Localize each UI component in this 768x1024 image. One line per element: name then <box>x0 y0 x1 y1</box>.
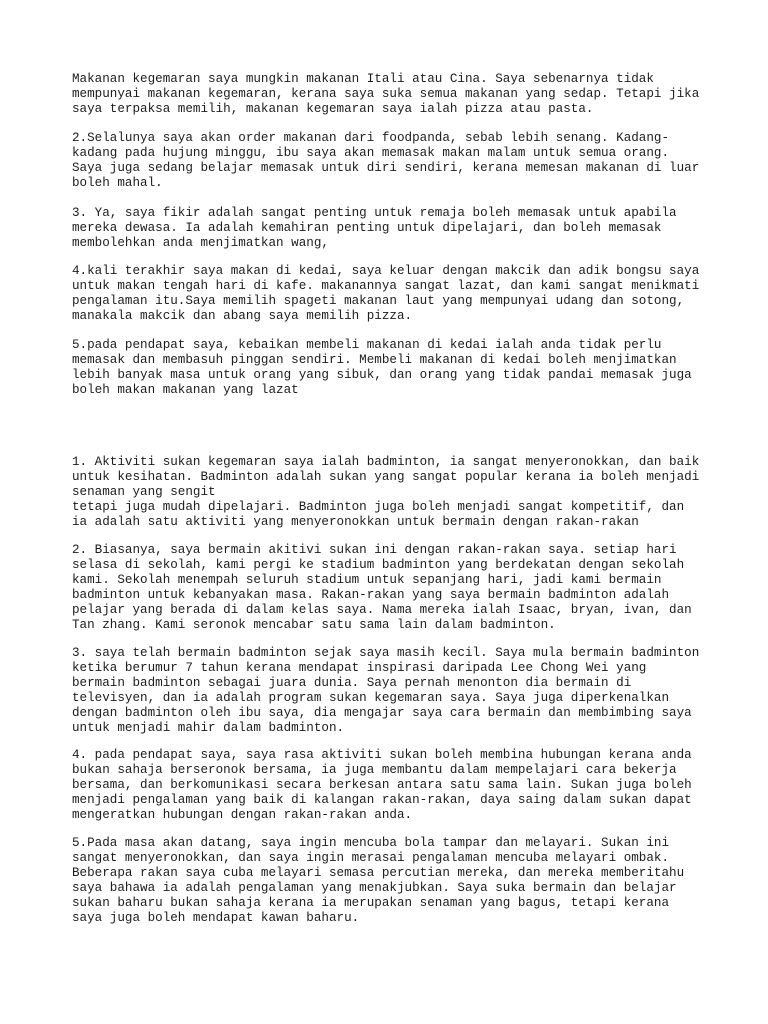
text-line: 4. pada pendapat saya, saya rasa aktiviti sukan boleh membina hubungan kerana anda <box>72 748 692 762</box>
text-line: lebih banyak masa untuk orang yang sibuk, dan orang yang tidak pandai memasak juga <box>72 367 692 382</box>
text-line: pengalaman itu.Saya memilih spageti makanan laut yang mempunyai udang dan sotong, <box>72 293 685 308</box>
text-line: saya terpaksa memilih, makanan kegemaran saya ialah pizza atau pasta. <box>72 101 594 116</box>
text-line: mengeratkan hubungan dengan rakan-rakan anda. <box>72 807 413 822</box>
text-line: untuk kesihatan. Badminton adalah sukan yang sangat popular kerana ia boleh menjadi <box>72 469 700 484</box>
text-line: bermain badminton sebagai juara dunia. Saya pernah menonton dia bermain di <box>72 675 632 690</box>
text-line: sukan baharu bukan sahaja kerana ia merupakan senaman yang bagus, tetapi kerana <box>72 895 670 910</box>
text-line: 5.pada pendapat saya, kebaikan membeli makanan di kedai ialah anda tidak perlu <box>72 338 662 352</box>
paragraph-sport-2 <box>72 543 712 632</box>
text-line: Saya juga sedang belajar memasak untuk diri sendiri, kerana memesan makanan di luar <box>72 160 700 175</box>
paragraph-food-1 <box>72 72 712 117</box>
text-line: memasak dan membasuh pinggan sendiri. Membeli makanan di kedai boleh menjimatkan <box>72 352 677 367</box>
text-line: 5.Pada masa akan datang, saya ingin mencuba bola tampar dan melayari. Sukan ini <box>72 836 670 850</box>
text-line: saya bahawa ia adalah pengalaman yang menakjubkan. Saya suka bermain dan belajar <box>72 880 677 895</box>
text-line: pelajar yang berada di dalam kelas saya. Nama mereka ialah Isaac, bryan, ivan, dan <box>72 602 692 617</box>
paragraph-sport-1 <box>72 455 712 530</box>
paragraph-food-4 <box>72 264 712 324</box>
text-line: 2.Selalunya saya akan order makanan dari foodpanda, sebab lebih senang. Kadang- <box>72 131 670 145</box>
text-line: mereka dewasa. Ia adalah kemahiran penting untuk dipelajari, dan boleh memasak <box>72 220 662 235</box>
text-line: 2. Biasanya, saya bermain akitivi sukan ini dengan rakan-rakan saya. setiap hari <box>72 543 677 557</box>
text-line: dengan badminton oleh ibu saya, dia mengajar saya cara bermain dan membimbing saya <box>72 705 692 720</box>
text-line: menjadi pengalaman yang baik di kalangan rakan-rakan, daya saing dalam sukan dapat <box>72 792 692 807</box>
paragraph-food-2 <box>72 131 712 191</box>
text-line: sangat menyeronokkan, dan saya ingin merasai pengalaman mencuba melayari ombak. <box>72 850 670 865</box>
text-line: televisyen, dan ia adalah program sukan kegemaran saya. Saya juga diperkenalkan <box>72 690 670 705</box>
text-line: 1. Aktiviti sukan kegemaran saya ialah badminton, ia sangat menyeronokkan, dan baik <box>72 455 700 469</box>
text-line: 3. saya telah bermain badminton sejak saya masih kecil. Saya mula bermain badminton <box>72 646 700 660</box>
paragraph-food-3 <box>72 206 712 251</box>
paragraph-sport-3 <box>72 646 712 735</box>
text-line: manakala makcik dan abang saya memilih pizza. <box>72 308 413 323</box>
text-line: bersama, dan berkomunikasi secara berkesan antara satu sama lain. Sukan juga boleh <box>72 777 692 792</box>
text-line: Makanan kegemaran saya mungkin makanan Itali atau Cina. Saya sebenarnya tidak <box>72 72 654 86</box>
text-line: kadang pada hujung minggu, ibu saya akan memasak makan malam untuk semua orang. <box>72 145 670 160</box>
text-line: kami. Sekolah menempah seluruh stadium untuk sepanjang hari, jadi kami bermain <box>72 572 662 587</box>
text-line: Beberapa rakan saya cuba melayari semasa percutian mereka, dan mereka memberitahu <box>72 865 685 880</box>
text-line: boleh makan makanan yang lazat <box>72 382 299 397</box>
paragraph-sport-5 <box>72 836 712 925</box>
text-line: ia adalah satu aktiviti yang menyeronokkan untuk bermain dengan rakan-rakan <box>72 514 639 529</box>
text-line: 4.kali terakhir saya makan di kedai, saya keluar dengan makcik dan adik bongsu saya <box>72 264 700 278</box>
text-line: tetapi juga mudah dipelajari. Badminton juga boleh menjadi sangat kompetitif, dan <box>72 499 685 514</box>
paragraph-sport-4 <box>72 748 712 823</box>
text-line: senaman yang sengit <box>72 484 216 499</box>
text-line: membolehkan anda menjimatkan wang, <box>72 235 329 250</box>
text-line: mempunyai makanan kegemaran, kerana saya suka semua makanan yang sedap. Tetapi jika <box>72 86 700 101</box>
text-line: selasa di sekolah, kami pergi ke stadium badminton yang berdekatan dengan sekolah <box>72 557 685 572</box>
text-line: badminton untuk kebanyakan masa. Rakan-rakan yang saya bermain badminton adalah <box>72 587 670 602</box>
paragraph-food-5 <box>72 338 712 398</box>
text-line: bukan sahaja berseronok bersama, ia juga membantu dalam mempelajari cara bekerja <box>72 762 677 777</box>
text-line: boleh mahal. <box>72 175 163 190</box>
text-line: ketika berumur 7 tahun kerana mendapat inspirasi daripada Lee Chong Wei yang <box>72 660 647 675</box>
text-line: Tan zhang. Kami seronok mencabar satu sama lain dalam badminton. <box>72 617 556 632</box>
text-line: untuk menjadi mahir dalam badminton. <box>72 720 345 735</box>
text-line: untuk makan tengah hari di kafe. makanannya sangat lazat, dan kami sangat menikmati <box>72 278 700 293</box>
text-line: 3. Ya, saya fikir adalah sangat penting untuk remaja boleh memasak untuk apabila <box>72 206 677 220</box>
text-line: saya juga boleh mendapat kawan baharu. <box>72 910 360 925</box>
